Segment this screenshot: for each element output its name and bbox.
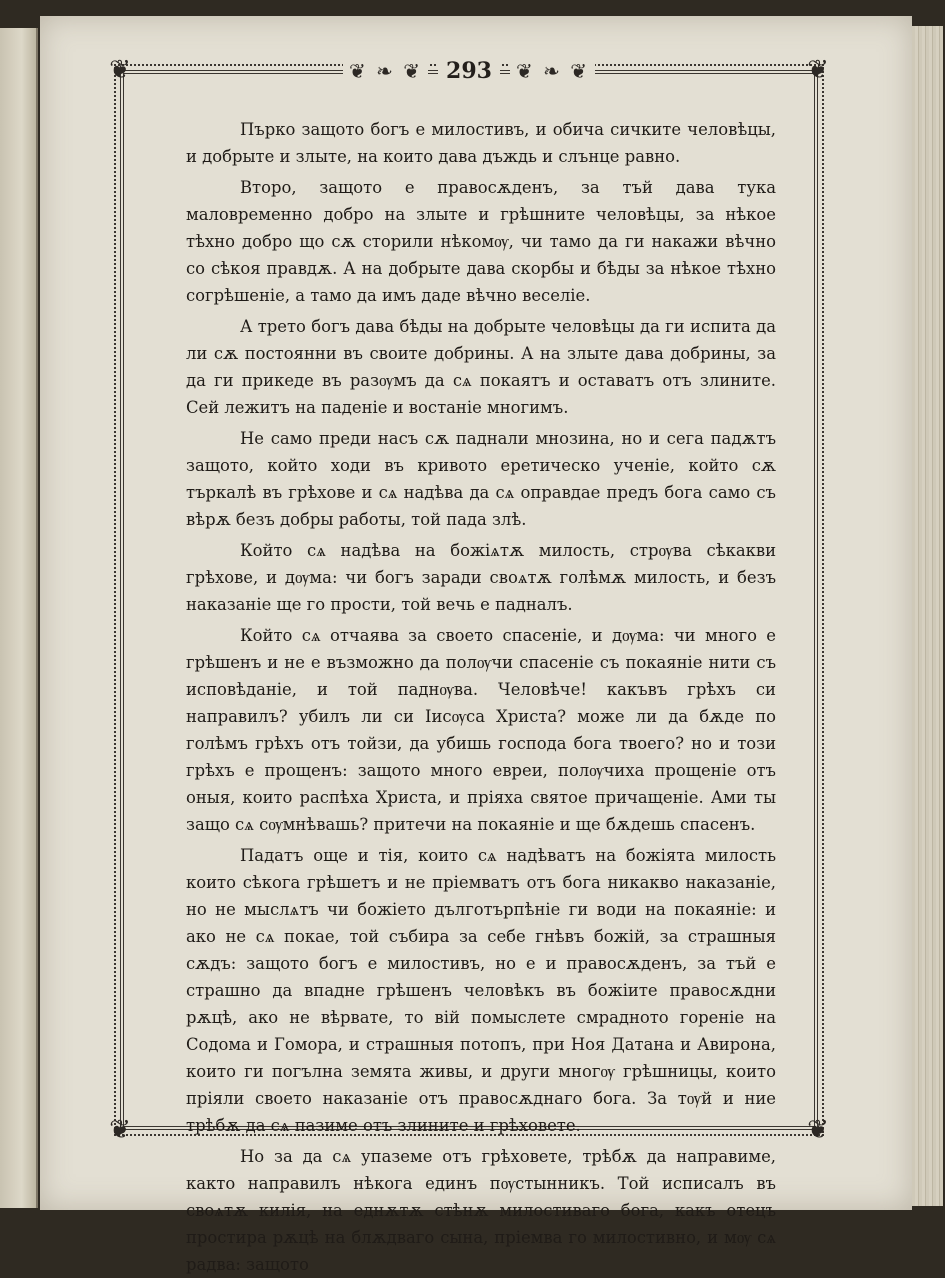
paragraph: Който сѧ надѣва на божіѧтѫ милость, стрѹва сѣкакви грѣхове, и дѹма: чи богъ заради своѧтѫ голѣмѫ милость, и безъ наказаніе ще го прости, той вечь е падналъ. [186, 541, 776, 614]
corner-ornament-icon: ❦ [109, 55, 131, 85]
corner-ornament-icon: ❦ [807, 55, 829, 85]
ornament-right-icon: ❦ ❧ ❦ [510, 59, 595, 83]
paragraph: Но за да сѧ упаземе отъ грѣховете, трѣбѫ да направиме, както направилъ нѣкога единъ пѹстынникъ. Той исписалъ въ своѧтѫ килія, на еднѫтѫ стѣнѫ милостиваго бога, какъ отецъ простира рѫцѣ на блѫдваго сына, пріемва го милостивно, и мѹ сѧ радва: защото [186, 1147, 776, 1274]
ornament-left-icon: ❦ ❧ ❦ [343, 59, 428, 83]
corner-ornament-icon: ❦ [807, 1115, 829, 1145]
left-page-edge [0, 28, 38, 1208]
paragraph: Падатъ още и тія, които сѧ надѣватъ на божіята милость които сѣкога грѣшетъ и не пріемватъ отъ бога никакво наказаніе, но не мыслѧтъ чи божіето дълготърпѣніе ги води на покаяніе: и ако не сѧ покае, той събира за себе гнѣвъ божій, за страшныя сѫдъ: защото богъ е милостивъ, но е и правосѫденъ, за тъй е страшно да впадне грѣшенъ человѣкъ въ божіите правосѫдни рѫцѣ, ако не вѣрвате, то вій помыслете смрадното гореніе на Содома и Гомора, и страшныя потопъ, при Ноя Датана и Авирона, които ги погълна земята живы, и други многѹ грѣшницы, които пріяли своето наказаніе отъ правосѫднаго бога. За тѹй и ние трѣбѫ да сѧ пазиме отъ злините и грѣховете. [186, 846, 776, 1135]
corner-ornament-icon: ❦ [109, 1115, 131, 1145]
paragraph: Пърко защото богъ е милостивъ, и обича сичките человѣцы, и добрыте и злыте, на които дава дъждь и слънце равно. [186, 120, 776, 166]
paragraph: Второ, защото е правосѫденъ, за тъй дава тука маловременно добро на злыте и грѣшните человѣцы, за нѣкое тѣхно добро що сѫ сторили нѣкомѹ, чи тамо да ги накажи вѣчно со сѣкоя правдѫ. А на добрыте дава скорбы и бѣды за нѣкое тѣхно согрѣшеніе, а тамо да имъ даде вѣчно веселіе. [186, 178, 776, 305]
page-number: 293 [438, 58, 500, 84]
page-header [124, 54, 814, 88]
paragraph: А трето богъ дава бѣды на добрыте человѣцы да ги испита да ли сѫ постоянни въ своите добрины. А на злыте дава добрины, за да ги прикеде въ разѹмъ да сѧ покаятъ и оставатъ отъ злините. Сей лежитъ на паденіе и востаніе многимъ. [186, 317, 776, 417]
paragraph: Не само преди насъ сѫ паднали мнозина, но и сега падѫтъ защото, който ходи въ кривото еретическо ученіе, който сѫ търкалѣ въ грѣхове и сѧ надѣва да сѧ оправдае предъ бога само съ вѣрѫ безъ добры работы, той пада злѣ. [186, 429, 776, 529]
body-text [186, 116, 776, 1278]
paragraph: Който сѧ отчаява за своето спасеніе, и дѹма: чи много е грѣшенъ и не е възможно да полѹчи спасеніе съ покаяніе нити съ исповѣданіе, и той паднѹва. Человѣче! какъвъ грѣхъ си направилъ? убилъ ли си Іисѹса Христа? може ли да бѫде по голѣмъ грѣхъ отъ тойзи, да убишь господа бога твоего? но и този грѣхъ е прощенъ: защото много евреи, полѹчиха прощеніе отъ оныя, които распѣха Христа, и пріяха святое причащеніе. Ами ты защо сѧ сѹмнѣвашь? притечи на покаяніе и ще бѫдешь спасенъ. [186, 626, 776, 834]
